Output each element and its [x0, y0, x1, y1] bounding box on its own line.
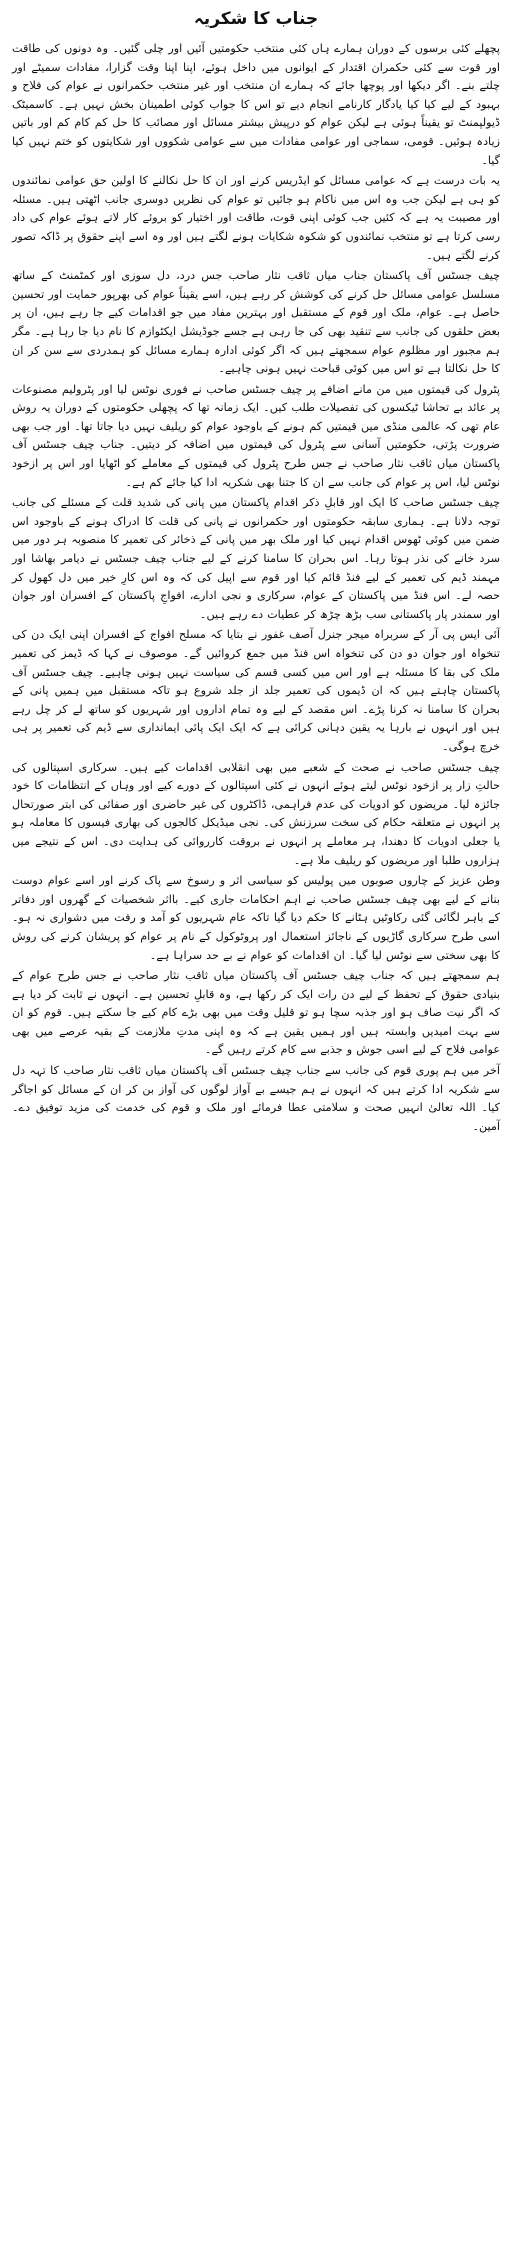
article-paragraph: آئی ایس پی آر کے سربراہ میجر جنرل آصف غفور نے بتایا کہ مسلح افواج کے افسران اپنی ایک دن کی تنخواہ اور جوان دو دن کی تنخواہ اس فنڈ میں جمع کروائیں گے۔ موصوف نے کہا کہ ڈیمز کی تعمیر ملک کی بقا کا مسئلہ ہے اور اس میں کسی قسم کی سیاست نہیں ہونی چاہیے۔ چیف جسٹس آف پاکستان چاہتے ہیں کہ ان ڈیموں کی تعمیر جلد از جلد شروع ہو تاکہ مستقبل میں ہمیں پانی کے بحران کا سامنا نہ کرنا پڑے۔ اس مقصد کے لیے وہ تمام اداروں اور شہریوں کو ساتھ لے کر چل رہے ہیں اور انہوں نے بارہا یہ یقین دہانی کرائی ہے کہ ایک ایک پائی ایمانداری سے ڈیم کی تعمیر پر ہی خرچ ہوگی۔	[12, 628, 500, 753]
article-paragraph: چیف جسٹس آف پاکستان جناب میاں ثاقب نثار صاحب جس درد، دل سوزی اور کمٹمنٹ کے ساتھ مسلسل عوامی مسائل حل کرنے کی کوشش کر رہے ہیں، اسے یقیناً عوام کی بھرپور حمایت اور تحسین حاصل ہے۔ عوام، ملک اور قوم کے مستقبل اور بہترین مفاد میں جو اقدامات کیے جا رہے ہیں، ان پر بعض حلقوں کی جانب سے تنقید بھی کی جا رہی ہے جسے جوڈیشل ایکٹوازم کا نام دیا جا رہا ہے۔ مگر ہم مجبور اور مظلوم عوام سمجھتے ہیں کہ اگر کوئی ادارہ ہمارے مسائل کو ہمدردی سے سن کر ان کا حل نکالتا ہے تو اس میں کوئی قباحت نہیں ہونی چاہیے۔	[12, 269, 500, 376]
article-paragraph: چیف جسٹس صاحب نے صحت کے شعبے میں بھی انقلابی اقدامات کیے ہیں۔ سرکاری اسپتالوں کی حالتِ زار پر ازخود نوٹس لیتے ہوئے انہوں نے کئی اسپتالوں کے دورے کیے اور وہاں کے انتظامات کا خود جائزہ لیا۔ مریضوں کو ادویات کی عدم فراہمی، ڈاکٹروں کی غیر حاضری اور صفائی کی ابتر صورتحال پر انہوں نے متعلقہ حکام کی سخت سرزنش کی۔ نجی میڈیکل کالجوں کی بھاری فیسوں کا معاملہ ہو یا جعلی ادویات کا دھندا، ہر معاملے پر انہوں نے بروقت کارروائی کی ہدایت دی۔ اس کے نتیجے میں ہزاروں طلبا اور مریضوں کو ریلیف ملا ہے۔	[12, 760, 500, 867]
article-paragraph: چیف جسٹس صاحب کا ایک اور قابلِ ذکر اقدام پاکستان میں پانی کی شدید قلت کے مسئلے کی جانب توجہ دلانا ہے۔ ہماری سابقہ حکومتوں اور حکمرانوں نے پانی کی قلت کا ادراک ہونے کے باوجود اس ضمن میں کوئی ٹھوس اقدام نہیں کیا اور ملک بھر میں پانی کے ذخائر کی تعمیر کا منصوبہ ہر دور میں سرد خانے کی نذر ہوتا رہا۔ اس بحران کا سامنا کرنے کے لیے جناب چیف جسٹس نے دیامر بھاشا اور مہمند ڈیم کی تعمیر کے لیے فنڈ قائم کیا اور قوم سے اپیل کی کہ وہ اس کارِ خیر میں دل کھول کر حصہ لے۔ اس فنڈ میں پاکستان کے عوام، سرکاری و نجی ادارے، افواجِ پاکستان کے افسران اور جوان اور سمندر پار پاکستانی سب بڑھ چڑھ کر عطیات دے رہے ہیں۔	[12, 496, 500, 621]
article-title: جناب کا شکریہ	[193, 9, 319, 29]
article-paragraph: پچھلے کئی برسوں کے دوران ہمارے ہاں کئی منتخب حکومتیں آئیں اور چلی گئیں۔ وہ دونوں کی طاقت اور قوت سے کئی حکمران اقتدار کے ایوانوں میں داخل ہوئے، اپنا اپنا وقت گزارا، مفادات سمیٹے اور چلتے بنے۔ اگر دیکھا اور پوچھا جائے کہ ہمارے ان منتخب اور غیر منتخب حکمرانوں نے عوام کی فلاح و بہبود کے لیے کیا کیا یادگار کارنامے انجام دیے تو اس کا جواب کوئی اطمینان بخش نہیں ہے۔ کاسمیٹک ڈیولپمنٹ تو یقیناً ہوئی ہے لیکن عوام کو درپیش بیشتر مسائل اور مصائب کا حل کم کام کم اور باتیں زیادہ ہوئیں۔ قومی، سماجی اور عوامی مفادات میں سے عوامی شکووں اور شکایتوں کو ختم نہیں کیا گیا۔	[12, 42, 500, 167]
article-paragraph: وطن عزیز کے چاروں صوبوں میں پولیس کو سیاسی اثر و رسوخ سے پاک کرنے اور اسے عوام دوست بنانے کے لیے بھی چیف جسٹس صاحب نے اہم احکامات جاری کیے۔ بااثر شخصیات کے گھروں اور دفاتر کے باہر لگائی گئی رکاوٹیں ہٹانے کا حکم دیا گیا تاکہ عام شہریوں کو آمد و رفت میں دشواری نہ ہو۔ اسی طرح سرکاری گاڑیوں کے ناجائز استعمال اور پروٹوکول کے نام پر عوام کو پریشان کرنے کی روش کا بھی سختی سے نوٹس لیا گیا۔ ان اقدامات کو عوام نے بے حد سراہا ہے۔	[12, 874, 500, 962]
article-paragraph: یہ بات درست ہے کہ عوامی مسائل کو ایڈریس کرنے اور ان کا حل نکالنے کا اولین حق عوامی نمائندوں کو ہی ہے لیکن جب وہ اس میں ناکام ہو جائیں تو عوام کی نظریں دوسری جانب اٹھتی ہیں۔ مسئلہ اور مصیبت یہ ہے کہ کئیں جب کوئی اپنی قوت، طاقت اور اختیار کو بروئے کار لاتے ہوئے عوام کی داد رسی کرتا ہے تو منتخب نمائندوں کو شکوہ شکایات ہونے لگتے ہیں اور وہ اسے اپنے حقوق پر ڈاکہ تصور کرنے لگتے ہیں۔	[12, 174, 500, 262]
article-paragraph: ہم سمجھتے ہیں کہ جناب چیف جسٹس آف پاکستان میاں ثاقب نثار صاحب نے جس طرح عوام کے بنیادی حقوق کے تحفظ کے لیے دن رات ایک کر رکھا ہے، وہ قابلِ تحسین ہے۔ انہوں نے ثابت کر دیا ہے کہ اگر نیت صاف ہو اور جذبہ سچا ہو تو قلیل وقت میں بھی بڑے کام کیے جا سکتے ہیں۔ قوم کو ان سے بہت امیدیں وابستہ ہیں اور ہمیں یقین ہے کہ وہ اپنی مدتِ ملازمت کے بقیہ عرصے میں بھی عوامی فلاح کے لیے اسی جوش و جذبے سے کام کرتے رہیں گے۔	[12, 969, 500, 1057]
article-paragraph: آخر میں ہم پوری قوم کی جانب سے جناب چیف جسٹس آف پاکستان میاں ثاقب نثار صاحب کا تہہ دل سے شکریہ ادا کرتے ہیں کہ انہوں نے ہم جیسے بے آواز لوگوں کی آواز بن کر ان کے مسائل کو اجاگر کیا۔ اللہ تعالیٰ انہیں صحت و سلامتی عطا فرمائے اور ملک و قوم کی خدمت کی مزید توفیق دے۔ آمین۔	[12, 1064, 500, 1133]
article-body	[12, 40, 500, 1136]
article-paragraph: پٹرول کی قیمتوں میں من مانے اضافے پر چیف جسٹس صاحب نے فوری نوٹس لیا اور پٹرولیم مصنوعات پر عائد بے تحاشا ٹیکسوں کی تفصیلات طلب کیں۔ ایک زمانہ تھا کہ پچھلی حکومتوں کے دوران یہ روش عام تھی کہ عالمی منڈی میں قیمتیں کم ہونے کے باوجود عوام کو ریلیف نہیں دیا جاتا تھا۔ اور جب بھی ضرورت پڑتی، حکومتیں آسانی سے پٹرول کی قیمتوں میں اضافہ کر دیتیں۔ جناب چیف جسٹس آف پاکستان میاں ثاقب نثار صاحب نے جس طرح پٹرول کی قیمتوں کے معاملے کو اٹھایا اور اس پر ازخود نوٹس لیا، اس پر عوام کی جانب سے ان کا جتنا بھی شکریہ ادا کیا جائے کم ہے۔	[12, 382, 500, 489]
